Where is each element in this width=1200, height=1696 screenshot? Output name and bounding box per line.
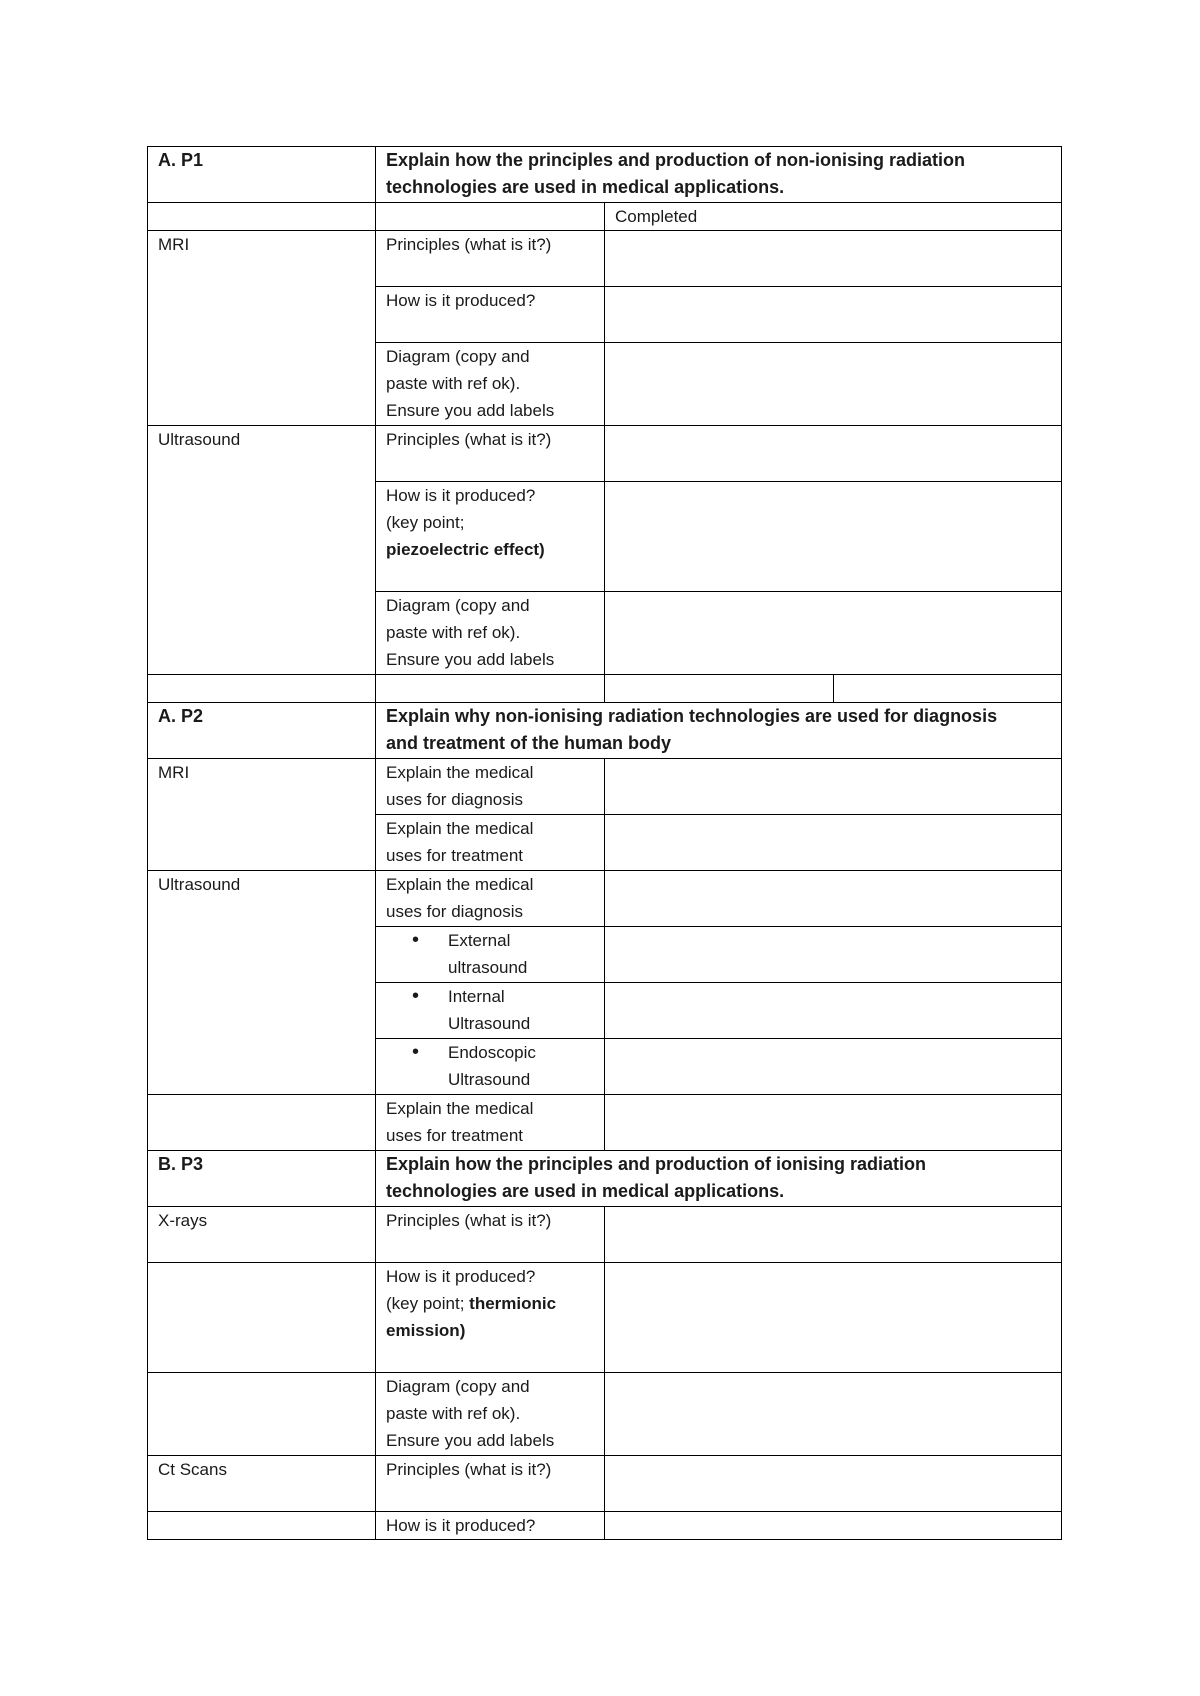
p3-xray-principles-answer[interactable] [605,1207,1062,1263]
p3-xray-produced-prompt: How is it produced? (key point; thermionic emission) [376,1263,605,1373]
p2-us-treatment-answer[interactable] [605,1095,1062,1151]
p2-us-external-answer[interactable] [605,927,1062,983]
p2-us-internal-answer[interactable] [605,983,1062,1039]
spacer-row [148,675,1062,703]
p1-mri-principles-row [148,231,1062,287]
p1-us-diagram-answer[interactable] [605,592,1062,675]
p1-mri-diagram-prompt: Diagram (copy and paste with ref ok). Ensure you add labels [376,343,605,426]
p1-us-principles-answer[interactable] [605,426,1062,482]
p1-mri-principles-prompt: Principles (what is it?) [376,231,605,287]
b-p3-title: Explain how the principles and production of ionising radiation technologies are used in medical applications. [376,1151,1062,1207]
p2-mri-label: MRI [148,759,376,871]
p3-xray-produced-answer[interactable] [605,1263,1062,1373]
a-p1-header-row [148,147,1062,203]
a-p1-code: A. P1 [148,147,376,203]
p2-mri-diagnosis-answer[interactable] [605,759,1062,815]
p3-ct-produced-answer[interactable] [605,1512,1062,1540]
a-p2-header-row [148,703,1062,759]
p3-ct-principles-prompt: Principles (what is it?) [376,1456,605,1512]
p1-us-principles-prompt: Principles (what is it?) [376,426,605,482]
a-p1-title: Explain how the principles and production of non-ionising radiation technologies are used in medical applications. [376,147,1062,203]
p3-xray-diagram-row [148,1373,1062,1456]
p2-ultrasound-label: Ultrasound [148,871,376,1095]
p1-mri-produced-prompt: How is it produced? [376,287,605,343]
p1-mri-principles-answer[interactable] [605,231,1062,287]
p3-ct-produced-prompt: How is it produced? [376,1512,605,1540]
b-p3-header-row [148,1151,1062,1207]
a-p2-title: Explain why non-ionising radiation technologies are used for diagnosis and treatment of the human body [376,703,1062,759]
list-item: • Internal Ultrasound [448,983,594,1037]
p3-ct-principles-row [148,1456,1062,1512]
p1-us-produced-prompt: How is it produced? (key point; piezoelectric effect) [376,482,605,592]
p3-ct-produced-row [148,1512,1062,1540]
p3-ct-label: Ct Scans [148,1456,376,1512]
p2-mri-treatment-prompt: Explain the medical uses for treatment [376,815,605,871]
p1-mri-produced-answer[interactable] [605,287,1062,343]
p1-us-principles-row [148,426,1062,482]
p2-us-treatment-row [148,1095,1062,1151]
p3-xray-diagram-prompt: Diagram (copy and paste with ref ok). Ensure you add labels [376,1373,605,1456]
a-p2-code: A. P2 [148,703,376,759]
p3-xrays-label: X-rays [148,1207,376,1263]
p2-us-diagnosis-row [148,871,1062,927]
p3-xray-principles-prompt: Principles (what is it?) [376,1207,605,1263]
b-p3-code: B. P3 [148,1151,376,1207]
p2-us-treatment-prompt: Explain the medical uses for treatment [376,1095,605,1151]
p1-mri-label: MRI [148,231,376,426]
p2-mri-diagnosis-row [148,759,1062,815]
p3-ct-principles-answer[interactable] [605,1456,1062,1512]
p2-us-diagnosis-prompt: Explain the medical uses for diagnosis [376,871,605,927]
p3-xray-produced-row [148,1263,1062,1373]
p2-mri-diagnosis-prompt: Explain the medical uses for diagnosis [376,759,605,815]
list-item: • External ultrasound [448,927,594,981]
p2-us-diagnosis-answer[interactable] [605,871,1062,927]
p2-us-external-prompt [376,927,605,983]
completed-header: Completed [605,203,1062,231]
p2-mri-treatment-answer[interactable] [605,815,1062,871]
p1-mri-diagram-answer[interactable] [605,343,1062,426]
p1-us-produced-answer[interactable] [605,482,1062,592]
p3-xray-principles-row [148,1207,1062,1263]
p1-us-diagram-prompt: Diagram (copy and paste with ref ok). Ensure you add labels [376,592,605,675]
p2-us-endoscopic-answer[interactable] [605,1039,1062,1095]
p2-us-endoscopic-prompt [376,1039,605,1095]
assignment-table [147,146,1062,1540]
p2-us-internal-prompt [376,983,605,1039]
completed-header-row [148,203,1062,231]
p3-xray-diagram-answer[interactable] [605,1373,1062,1456]
p1-ultrasound-label: Ultrasound [148,426,376,675]
list-item: • Endoscopic Ultrasound [448,1039,594,1093]
